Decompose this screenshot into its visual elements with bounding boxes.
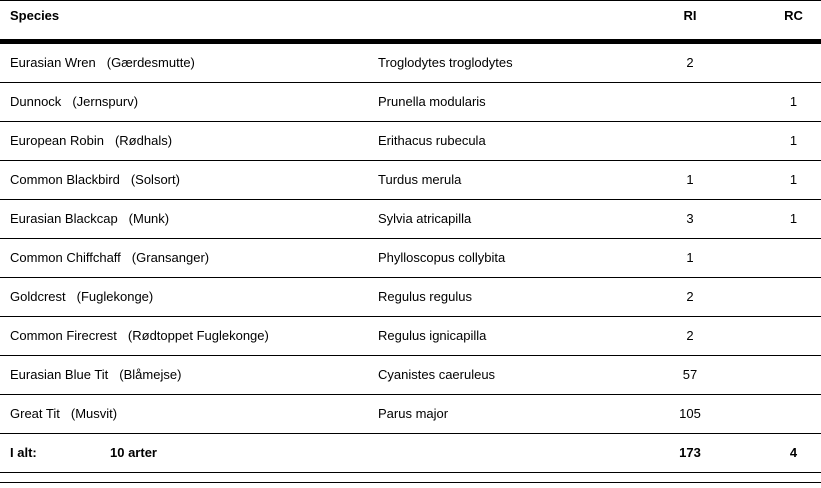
rc-value: 1 [789, 132, 798, 148]
scientific-name: Regulus regulus [378, 288, 472, 304]
table-row [0, 83, 821, 122]
species-danish: (Solsort) [130, 171, 180, 187]
ri-value: 1 [686, 249, 694, 265]
species-english: Dunnock [10, 93, 62, 109]
species-english: Common Firecrest [10, 327, 117, 343]
table-row [0, 356, 821, 395]
species-danish: (Rødtoppet Fuglekonge) [127, 327, 269, 343]
table-row [0, 239, 821, 278]
bottom-rule [0, 482, 821, 484]
rc-value: 1 [789, 210, 798, 226]
scientific-name: Sylvia atricapilla [378, 210, 472, 226]
species-cell [0, 173, 368, 188]
species-cell [0, 251, 368, 266]
rc-value: 1 [789, 93, 798, 109]
species-english: Great Tit [10, 405, 60, 421]
total-label: I alt: [10, 444, 37, 460]
species-english: Eurasian Blackcap [10, 210, 118, 226]
species-danish: (Munk) [128, 210, 170, 226]
scientific-name: Phylloscopus collybita [378, 249, 506, 265]
column-header-rc: RC [784, 8, 803, 23]
species-danish: (Musvit) [70, 405, 118, 421]
scientific-name: Troglodytes troglodytes [378, 54, 513, 70]
scientific-name: Turdus merula [378, 171, 462, 187]
species-english: Goldcrest [10, 288, 66, 304]
table-header-row [0, 1, 821, 44]
species-danish: (Fuglekonge) [76, 288, 154, 304]
ri-value: 2 [686, 327, 694, 343]
species-cell [0, 95, 368, 110]
species-english: Common Chiffchaff [10, 249, 121, 265]
table-row [0, 200, 821, 239]
scientific-name: Regulus ignicapilla [378, 327, 487, 343]
species-cell [0, 56, 368, 71]
total-rc-value: 4 [789, 444, 798, 460]
ri-value: 2 [686, 288, 694, 304]
species-english: Eurasian Wren [10, 54, 96, 70]
table-row [0, 161, 821, 200]
species-danish: (Rødhals) [114, 132, 173, 148]
ri-value: 57 [682, 366, 698, 382]
scientific-name: Erithacus rubecula [378, 132, 486, 148]
total-ri-value: 173 [679, 444, 701, 460]
species-cell [0, 134, 368, 149]
species-cell [0, 212, 368, 227]
species-cell [0, 290, 368, 305]
column-header-species: Species [10, 8, 60, 23]
table-total-row [0, 434, 821, 473]
species-danish: (Gærdesmutte) [106, 54, 195, 70]
total-species-count: 10 arter [110, 444, 157, 460]
scientific-name: Parus major [378, 405, 449, 421]
species-english: European Robin [10, 132, 104, 148]
species-cell [0, 329, 368, 344]
species-cell [0, 407, 368, 422]
species-danish: (Blåmejse) [119, 366, 182, 382]
ri-value: 3 [686, 210, 694, 226]
species-danish: (Gransanger) [131, 249, 210, 265]
ri-value: 2 [686, 54, 694, 70]
rc-value: 1 [789, 171, 798, 187]
species-english: Eurasian Blue Tit [10, 366, 109, 382]
species-english: Common Blackbird [10, 171, 120, 187]
species-cell [0, 368, 368, 383]
column-header-ri: RI [683, 8, 697, 23]
table-row [0, 278, 821, 317]
species-danish: (Jernspurv) [72, 93, 139, 109]
scientific-name: Cyanistes caeruleus [378, 366, 496, 382]
total-cell [0, 446, 368, 461]
table-row [0, 44, 821, 83]
ri-value: 1 [686, 171, 694, 187]
ri-value: 105 [679, 405, 701, 421]
table-row [0, 317, 821, 356]
table-row [0, 122, 821, 161]
scientific-name: Prunella modularis [378, 93, 486, 109]
table-row [0, 395, 821, 434]
